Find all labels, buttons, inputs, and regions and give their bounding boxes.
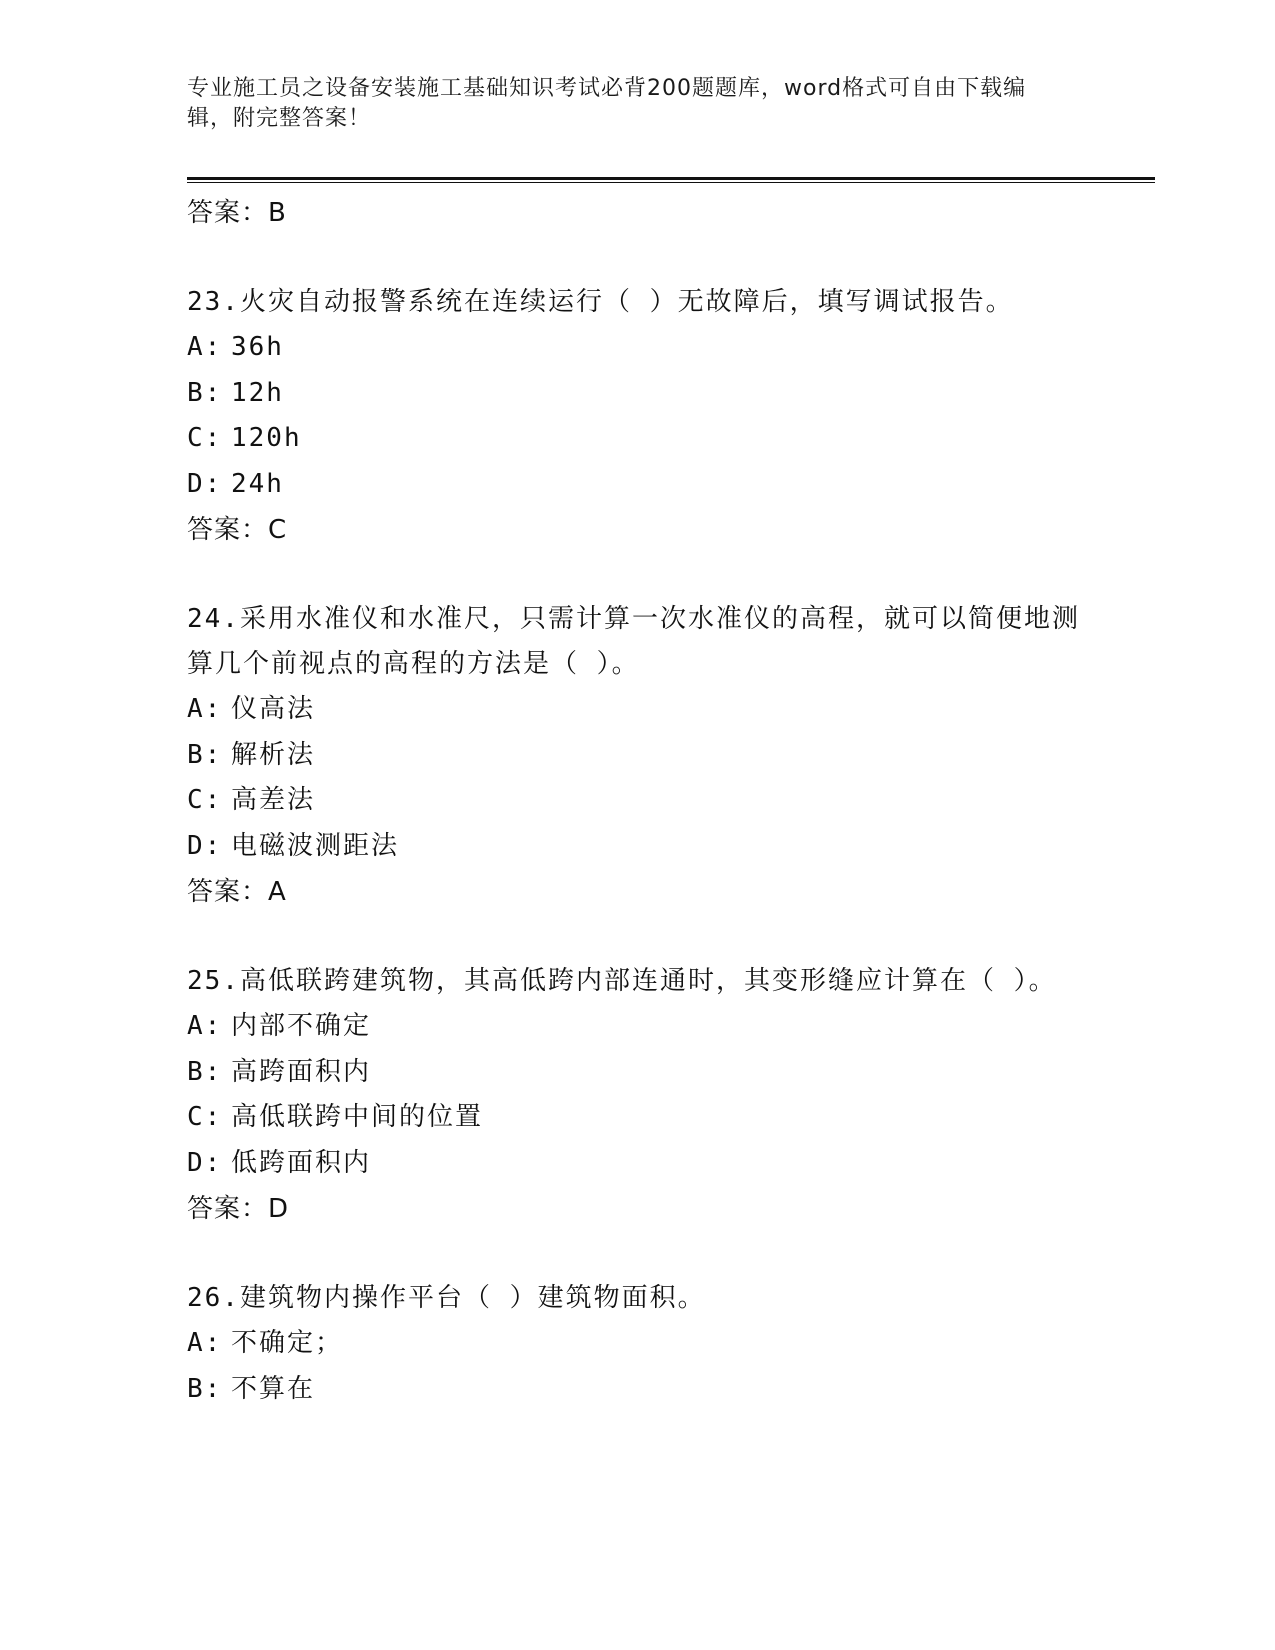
answer-line: 答案：A <box>187 877 287 907</box>
option-letter: B: <box>187 739 223 770</box>
option-letter: A: <box>187 694 223 724</box>
option-c <box>187 1095 1087 1141</box>
option-letter: D: <box>187 468 223 499</box>
option-b <box>187 1050 1087 1096</box>
option-text: 高差法 <box>231 785 316 815</box>
question-list <box>187 190 1087 1412</box>
question-text: 25.高低联跨建筑物，其高低跨内部连通时，其变形缝应计算在（ ）。 <box>187 966 1057 996</box>
question-text: 23.火灾自动报警系统在连续运行（ ）无故障后，填写调试报告。 <box>187 287 1014 317</box>
option-text: 解析法 <box>231 739 316 770</box>
option-text: 12h <box>231 377 284 408</box>
question-24 <box>187 597 1087 915</box>
option-letter: A: <box>187 1328 223 1358</box>
option-letter: D: <box>187 1147 223 1178</box>
option-d <box>187 462 1087 508</box>
option-letter: B: <box>187 1056 223 1087</box>
option-letter: B: <box>187 377 223 408</box>
header-divider-thin <box>187 182 1155 183</box>
option-text: 电磁波测距法 <box>231 830 400 861</box>
option-a <box>187 1321 1087 1367</box>
answer-line: 答案：B <box>187 198 287 228</box>
option-b <box>187 733 1087 779</box>
option-c <box>187 778 1087 824</box>
option-letter: D: <box>187 830 223 861</box>
question-text: 26.建筑物内操作平台（ ）建筑物面积。 <box>187 1283 706 1313</box>
option-d <box>187 824 1087 870</box>
option-letter: C: <box>187 785 223 815</box>
answer-line: 答案：C <box>187 515 288 545</box>
option-letter: C: <box>187 423 223 453</box>
option-b <box>187 1367 1087 1413</box>
option-letter: A: <box>187 1011 223 1041</box>
option-letter: B: <box>187 1373 223 1404</box>
question-26 <box>187 1276 1087 1412</box>
option-a <box>187 325 1087 371</box>
question-text: 24.采用水准仪和水准尺，只需计算一次水准仪的高程，就可以简便地测算几个前视点的高程的方法是（ ）。 <box>187 604 1080 679</box>
question-23 <box>187 280 1087 553</box>
header-divider-thick <box>187 177 1155 180</box>
option-text: 低跨面积内 <box>231 1147 372 1178</box>
option-a <box>187 1004 1087 1050</box>
option-d <box>187 1141 1087 1187</box>
option-text: 高跨面积内 <box>231 1056 372 1087</box>
option-text: 高低联跨中间的位置 <box>231 1102 484 1132</box>
option-c <box>187 416 1087 462</box>
document-header: 专业施工员之设备安装施工基础知识考试必背200题题库，word格式可自由下载编辑，附完整答案！ <box>187 76 1027 131</box>
option-text: 120h <box>231 423 302 453</box>
option-letter: A: <box>187 332 223 362</box>
option-text: 不算在 <box>231 1373 316 1404</box>
option-text: 不确定； <box>231 1328 344 1358</box>
option-text: 24h <box>231 468 284 499</box>
option-text: 仪高法 <box>231 694 316 724</box>
option-b <box>187 371 1087 417</box>
option-text: 内部不确定 <box>231 1011 372 1041</box>
option-letter: C: <box>187 1102 223 1132</box>
option-a <box>187 687 1087 733</box>
answer-line: 答案：D <box>187 1194 290 1224</box>
option-text: 36h <box>231 332 284 362</box>
question-25 <box>187 959 1087 1232</box>
